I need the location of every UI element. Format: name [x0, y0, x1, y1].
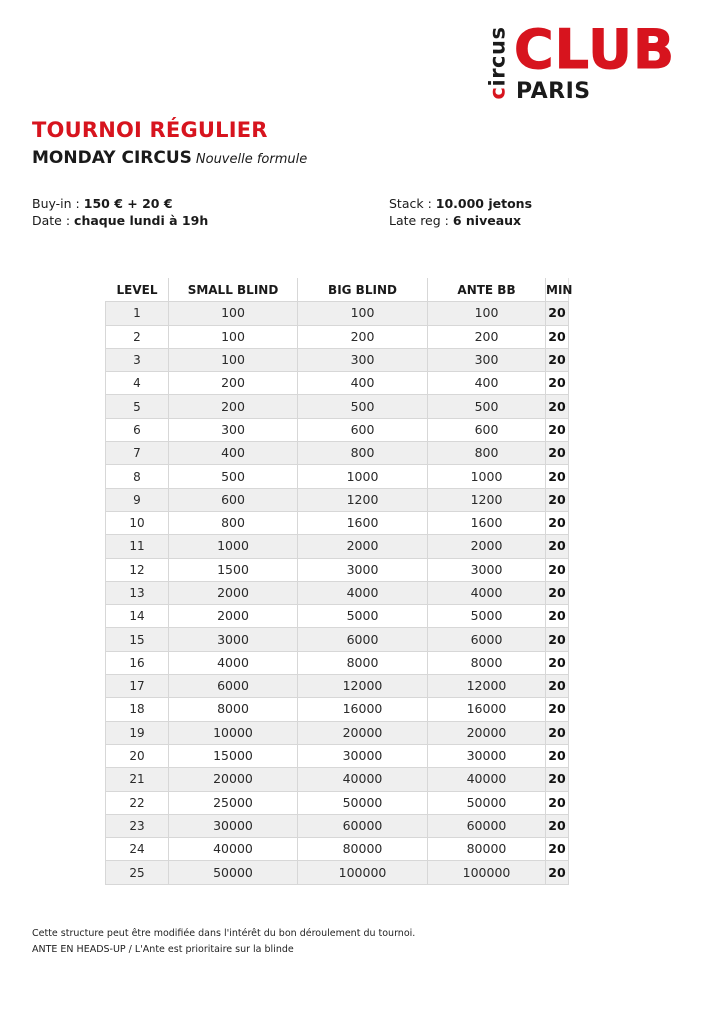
cell-big-blind: 20000 [298, 721, 428, 744]
table-row [106, 791, 569, 814]
table-row [106, 581, 569, 604]
cell-min: 20 [546, 558, 569, 581]
column-header-big-blind: BIG BLIND [298, 279, 428, 302]
table-row [106, 628, 569, 651]
cell-small-blind: 10000 [169, 721, 298, 744]
cell-min: 20 [546, 605, 569, 628]
cell-small-blind: 1000 [169, 535, 298, 558]
cell-level: 18 [106, 698, 169, 721]
cell-big-blind: 80000 [298, 838, 428, 861]
cell-level: 1 [106, 302, 169, 325]
cell-small-blind: 25000 [169, 791, 298, 814]
cell-level: 9 [106, 488, 169, 511]
buyin-line [32, 195, 208, 212]
table-row [106, 675, 569, 698]
cell-min: 20 [546, 488, 569, 511]
cell-ante: 20000 [428, 721, 546, 744]
cell-level: 3 [106, 348, 169, 371]
cell-big-blind: 4000 [298, 581, 428, 604]
cell-big-blind: 100 [298, 302, 428, 325]
cell-small-blind: 2000 [169, 605, 298, 628]
cell-small-blind: 500 [169, 465, 298, 488]
table-row [106, 558, 569, 581]
cell-level: 15 [106, 628, 169, 651]
table-row [106, 395, 569, 418]
column-header-ante: ANTE BB [428, 279, 546, 302]
cell-ante: 300 [428, 348, 546, 371]
cell-min: 20 [546, 442, 569, 465]
cell-big-blind: 16000 [298, 698, 428, 721]
table-row [106, 302, 569, 325]
column-header-small-blind: SMALL BLIND [169, 279, 298, 302]
cell-small-blind: 2000 [169, 581, 298, 604]
cell-level: 11 [106, 535, 169, 558]
cell-big-blind: 500 [298, 395, 428, 418]
cell-min: 20 [546, 535, 569, 558]
cell-level: 16 [106, 651, 169, 674]
cell-small-blind: 20000 [169, 768, 298, 791]
cell-min: 20 [546, 814, 569, 837]
table-row [106, 535, 569, 558]
cell-big-blind: 2000 [298, 535, 428, 558]
cell-level: 12 [106, 558, 169, 581]
cell-min: 20 [546, 744, 569, 767]
cell-big-blind: 5000 [298, 605, 428, 628]
cell-small-blind: 100 [169, 302, 298, 325]
cell-min: 20 [546, 861, 569, 884]
cell-big-blind: 30000 [298, 744, 428, 767]
stack-line [389, 195, 532, 212]
buyin-value: 150 € + 20 € [83, 196, 173, 211]
cell-ante: 40000 [428, 768, 546, 791]
cell-ante: 1600 [428, 511, 546, 534]
cell-level: 14 [106, 605, 169, 628]
column-header-level: LEVEL [106, 279, 169, 302]
cell-ante: 50000 [428, 791, 546, 814]
tournament-info-right [389, 195, 532, 229]
cell-ante: 100000 [428, 861, 546, 884]
cell-ante: 8000 [428, 651, 546, 674]
cell-big-blind: 600 [298, 418, 428, 441]
table-row [106, 372, 569, 395]
cell-big-blind: 1200 [298, 488, 428, 511]
cell-min: 20 [546, 511, 569, 534]
cell-small-blind: 30000 [169, 814, 298, 837]
cell-small-blind: 300 [169, 418, 298, 441]
cell-big-blind: 3000 [298, 558, 428, 581]
cell-level: 4 [106, 372, 169, 395]
page-title: TOURNOI RÉGULIER [32, 118, 268, 142]
cell-min: 20 [546, 791, 569, 814]
cell-min: 20 [546, 675, 569, 698]
cell-big-blind: 300 [298, 348, 428, 371]
cell-level: 6 [106, 418, 169, 441]
buyin-label: Buy-in : [32, 196, 84, 211]
cell-small-blind: 1500 [169, 558, 298, 581]
cell-level: 8 [106, 465, 169, 488]
cell-min: 20 [546, 302, 569, 325]
cell-min: 20 [546, 698, 569, 721]
cell-ante: 4000 [428, 581, 546, 604]
cell-small-blind: 400 [169, 442, 298, 465]
cell-level: 22 [106, 791, 169, 814]
cell-level: 5 [106, 395, 169, 418]
cell-level: 25 [106, 861, 169, 884]
footer-notes [32, 926, 415, 958]
cell-level: 24 [106, 838, 169, 861]
table-row [106, 861, 569, 884]
cell-ante: 16000 [428, 698, 546, 721]
cell-level: 10 [106, 511, 169, 534]
tournament-name-text: MONDAY CIRCUS [32, 148, 192, 168]
cell-big-blind: 400 [298, 372, 428, 395]
cell-min: 20 [546, 721, 569, 744]
cell-ante: 3000 [428, 558, 546, 581]
blind-structure-body [106, 302, 569, 884]
cell-big-blind: 100000 [298, 861, 428, 884]
table-row [106, 511, 569, 534]
cell-min: 20 [546, 768, 569, 791]
cell-small-blind: 8000 [169, 698, 298, 721]
column-header-min: MIN [546, 279, 569, 302]
cell-ante: 800 [428, 442, 546, 465]
table-row [106, 465, 569, 488]
cell-big-blind: 12000 [298, 675, 428, 698]
cell-ante: 30000 [428, 744, 546, 767]
cell-ante: 200 [428, 325, 546, 348]
cell-ante: 100 [428, 302, 546, 325]
stack-label: Stack : [389, 196, 436, 211]
logo-paris-wordmark: PARIS [516, 79, 591, 104]
cell-min: 20 [546, 628, 569, 651]
table-row [106, 348, 569, 371]
cell-min: 20 [546, 348, 569, 371]
table-row [106, 418, 569, 441]
cell-small-blind: 40000 [169, 838, 298, 861]
cell-min: 20 [546, 418, 569, 441]
cell-ante: 1200 [428, 488, 546, 511]
table-row [106, 442, 569, 465]
stack-value: 10.000 jetons [435, 196, 533, 211]
cell-min: 20 [546, 581, 569, 604]
cell-big-blind: 6000 [298, 628, 428, 651]
cell-big-blind: 40000 [298, 768, 428, 791]
cell-big-blind: 60000 [298, 814, 428, 837]
table-row [106, 325, 569, 348]
cell-min: 20 [546, 651, 569, 674]
cell-ante: 500 [428, 395, 546, 418]
cell-level: 21 [106, 768, 169, 791]
table-row [106, 838, 569, 861]
table-header-row [106, 279, 569, 302]
logo-circus-rest: ircus [485, 26, 509, 87]
cell-small-blind: 15000 [169, 744, 298, 767]
cell-big-blind: 800 [298, 442, 428, 465]
date-line [32, 212, 208, 229]
table-row [106, 488, 569, 511]
structure-disclaimer: Cette structure peut être modifiée dans l'intérêt du bon déroulement du tournoi. [32, 928, 416, 939]
blind-structure-table [105, 278, 573, 885]
cell-small-blind: 200 [169, 395, 298, 418]
cell-big-blind: 1000 [298, 465, 428, 488]
tournament-info-left [32, 195, 208, 229]
ante-headsup-note: ANTE EN HEADS-UP / L'Ante est prioritaire sur la blinde [32, 944, 294, 955]
table-row [106, 744, 569, 767]
cell-ante: 400 [428, 372, 546, 395]
cell-level: 7 [106, 442, 169, 465]
table-row [106, 698, 569, 721]
cell-small-blind: 800 [169, 511, 298, 534]
cell-min: 20 [546, 395, 569, 418]
cell-level: 19 [106, 721, 169, 744]
late-reg-value: 6 niveaux [452, 213, 522, 228]
late-reg-line [389, 212, 532, 229]
table-row [106, 651, 569, 674]
cell-small-blind: 6000 [169, 675, 298, 698]
cell-small-blind: 100 [169, 348, 298, 371]
cell-small-blind: 50000 [169, 861, 298, 884]
table-row [106, 768, 569, 791]
cell-small-blind: 200 [169, 372, 298, 395]
cell-ante: 5000 [428, 605, 546, 628]
logo-circus-c: c [485, 86, 509, 100]
cell-ante: 6000 [428, 628, 546, 651]
cell-min: 20 [546, 372, 569, 395]
cell-big-blind: 8000 [298, 651, 428, 674]
cell-small-blind: 4000 [169, 651, 298, 674]
cell-big-blind: 200 [298, 325, 428, 348]
cell-min: 20 [546, 465, 569, 488]
cell-small-blind: 600 [169, 488, 298, 511]
cell-ante: 80000 [428, 838, 546, 861]
late-reg-label: Late reg : [389, 213, 453, 228]
cell-min: 20 [546, 838, 569, 861]
cell-min: 20 [546, 325, 569, 348]
circus-club-paris-logo [484, 16, 684, 108]
cell-level: 13 [106, 581, 169, 604]
date-value: chaque lundi à 19h [74, 213, 209, 228]
cell-level: 17 [106, 675, 169, 698]
cell-ante: 60000 [428, 814, 546, 837]
cell-ante: 12000 [428, 675, 546, 698]
cell-level: 20 [106, 744, 169, 767]
tournament-name [32, 148, 307, 168]
cell-small-blind: 100 [169, 325, 298, 348]
table-row [106, 721, 569, 744]
date-label: Date : [32, 213, 75, 228]
cell-ante: 1000 [428, 465, 546, 488]
cell-ante: 2000 [428, 535, 546, 558]
cell-level: 2 [106, 325, 169, 348]
table-row [106, 814, 569, 837]
table-row [106, 605, 569, 628]
cell-small-blind: 3000 [169, 628, 298, 651]
cell-level: 23 [106, 814, 169, 837]
cell-big-blind: 50000 [298, 791, 428, 814]
cell-ante: 600 [428, 418, 546, 441]
logo-circus-wordmark [484, 20, 510, 106]
logo-club-wordmark: CLUB [514, 18, 676, 81]
cell-big-blind: 1600 [298, 511, 428, 534]
tournament-formula-note: Nouvelle formule [195, 152, 308, 167]
